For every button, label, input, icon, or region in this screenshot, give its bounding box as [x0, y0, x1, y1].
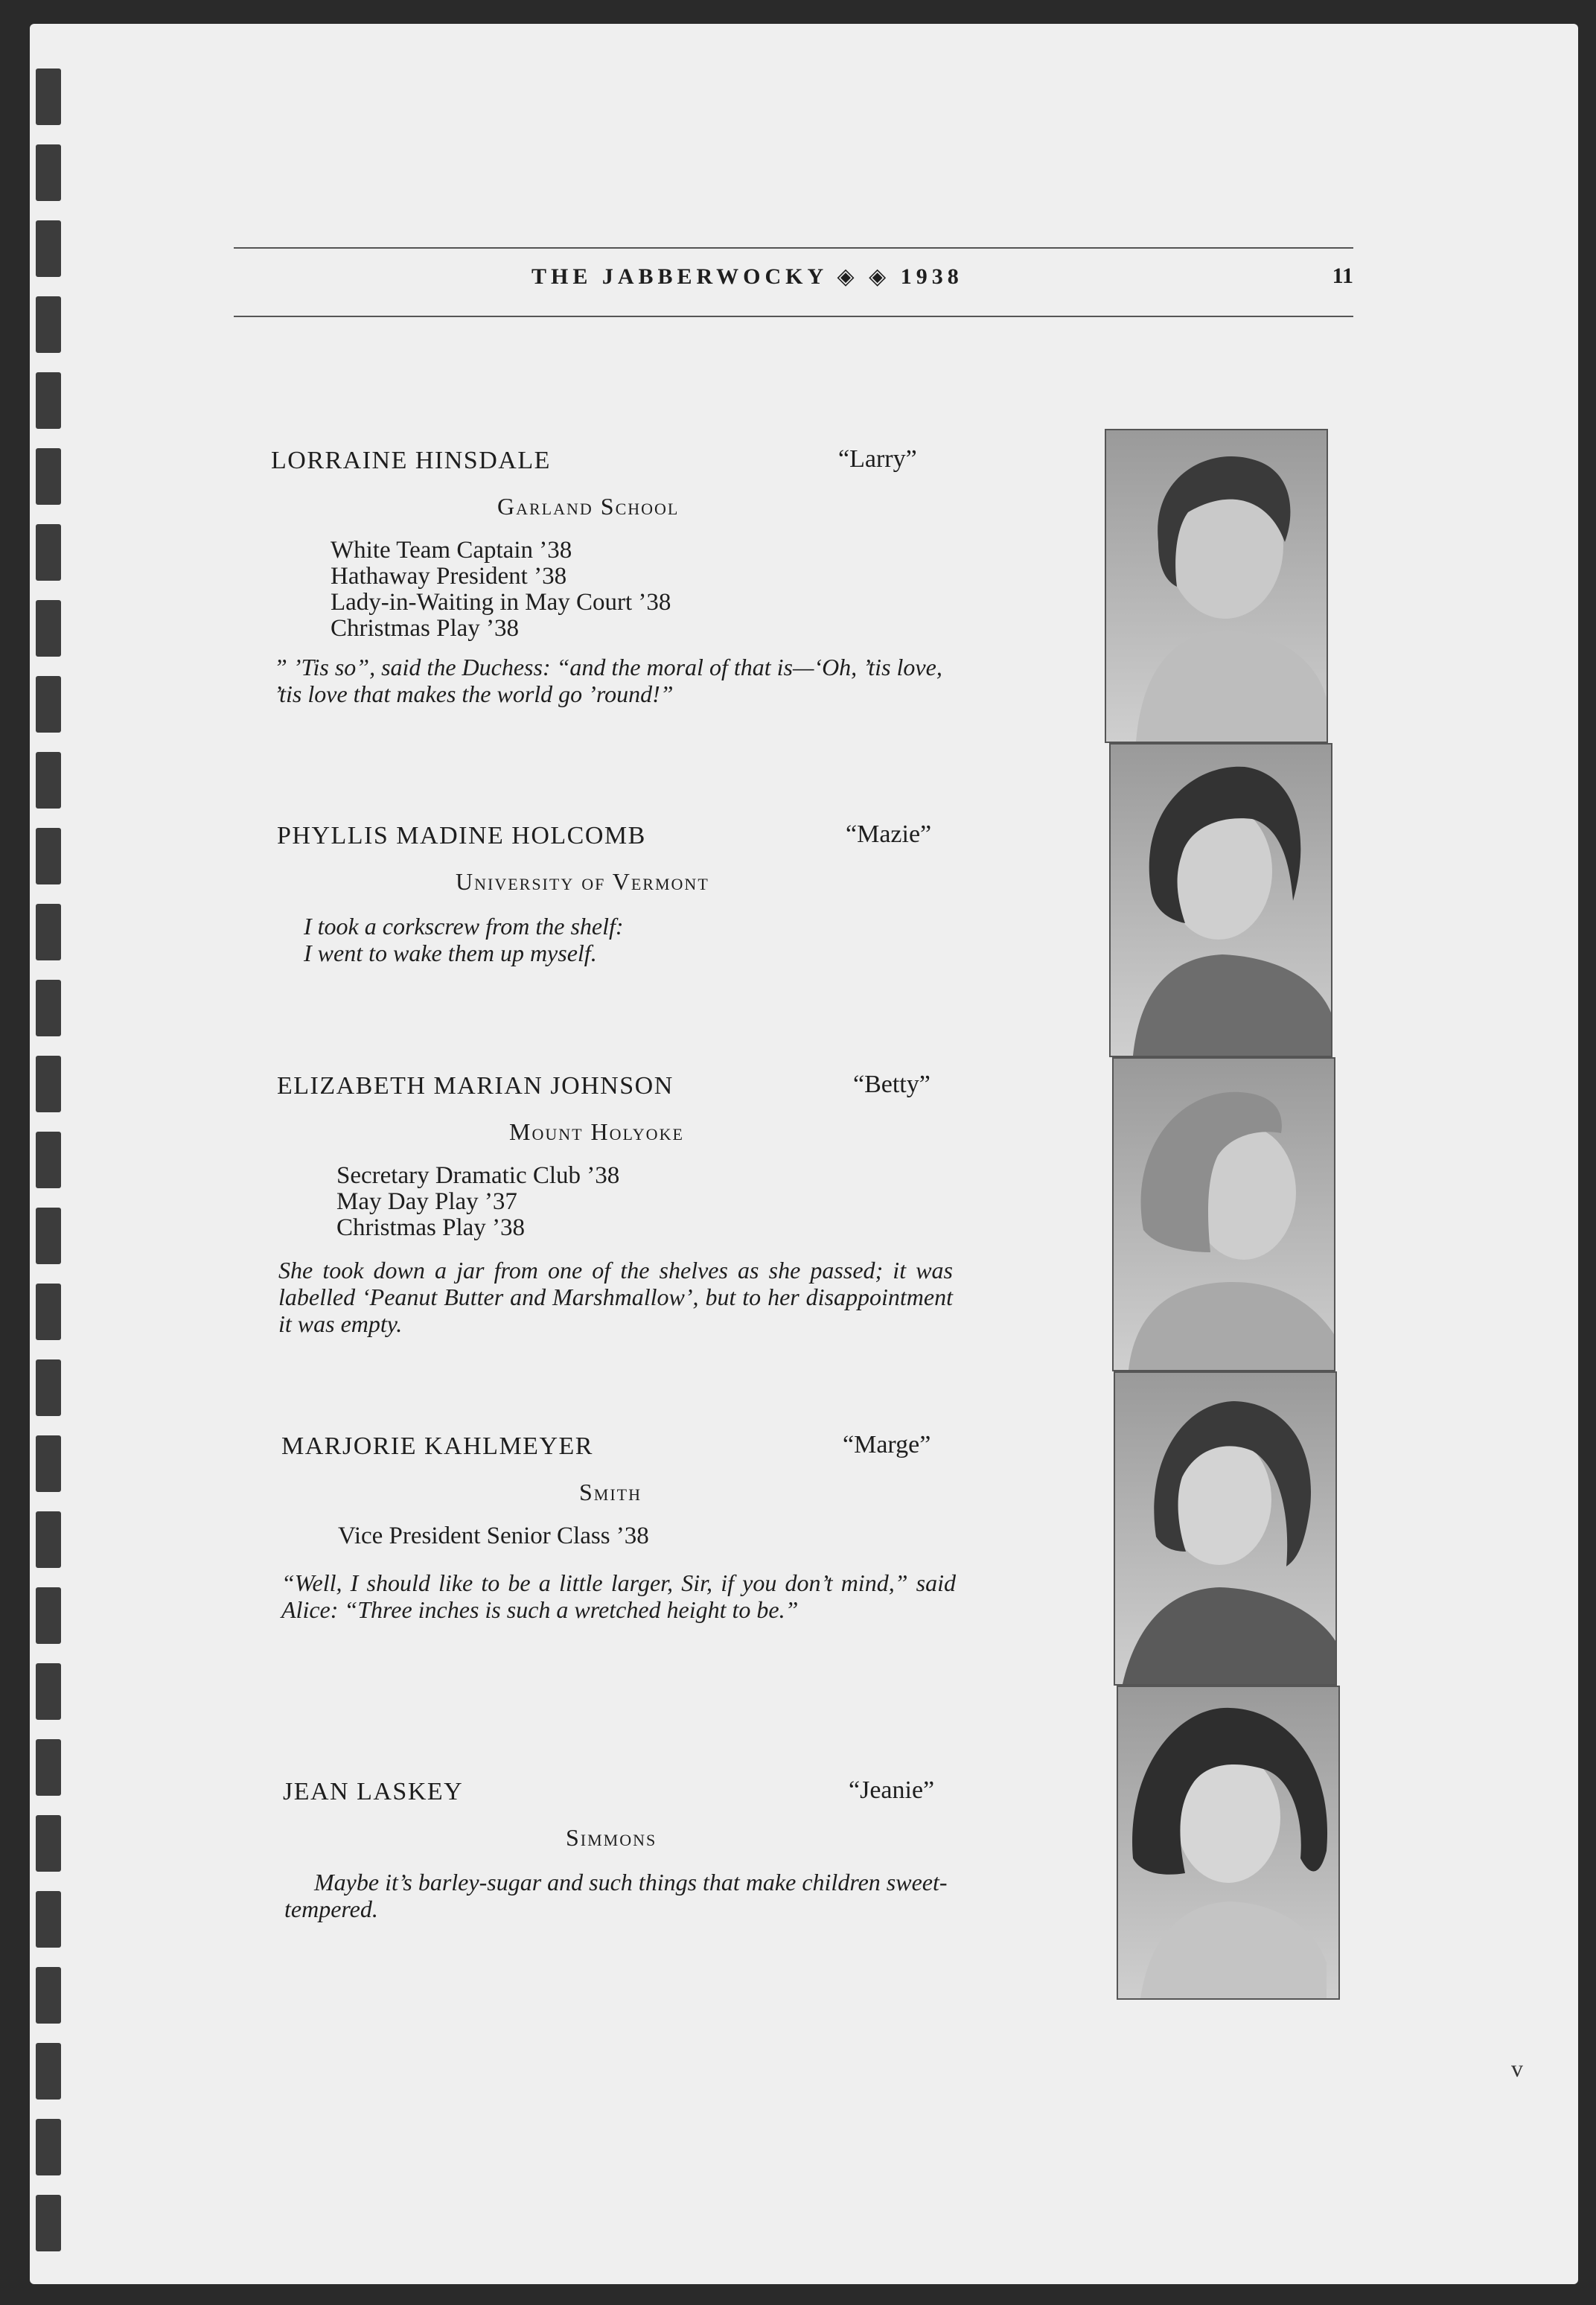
student-nickname: “Mazie” — [846, 820, 932, 848]
portrait-photo-kahlmeyer — [1114, 1371, 1337, 1686]
student-name: LORRAINE HINSDALE — [271, 447, 551, 474]
spiral-ring — [36, 1284, 61, 1340]
spiral-ring — [36, 2119, 61, 2175]
portrait-photo-holcomb — [1109, 743, 1332, 1057]
spiral-ring — [36, 904, 61, 960]
activity-item: May Day Play ’37 — [336, 1188, 517, 1215]
student-name: ELIZABETH MARIAN JOHNSON — [277, 1072, 674, 1100]
spiral-ring — [36, 1815, 61, 1872]
student-nickname: “Betty” — [853, 1071, 931, 1098]
portrait-photo-johnson — [1112, 1057, 1335, 1371]
spiral-ring — [36, 1359, 61, 1416]
spiral-ring — [36, 1056, 61, 1112]
activity-item: Lady-in-Waiting in May Court ’38 — [331, 589, 671, 616]
college-name: Smith — [579, 1479, 642, 1505]
student-nickname: “Larry” — [838, 445, 917, 473]
spiral-ring — [36, 2195, 61, 2251]
student-name: MARJORIE KAHLMEYER — [281, 1432, 593, 1460]
college-name: Mount Holyoke — [509, 1118, 684, 1145]
portrait-figure-icon — [1115, 1373, 1335, 1684]
spiral-ring — [36, 752, 61, 809]
college-name: Garland School — [497, 493, 680, 520]
spiral-ring — [36, 600, 61, 657]
senior-quote: ” ’Tis so”, said the Duchess: “and the moral of that is—‘Oh, ’tis love, ’tis love that makes the world go ’round!” — [274, 654, 942, 707]
spiral-ring — [36, 296, 61, 353]
activity-item: Christmas Play ’38 — [336, 1214, 525, 1241]
portrait-figure-icon — [1118, 1687, 1338, 1998]
student-name: JEAN LASKEY — [283, 1778, 464, 1805]
header-top-rule — [234, 247, 1353, 249]
spiral-ring — [36, 676, 61, 733]
spiral-ring — [36, 2043, 61, 2100]
activity-item: Vice President Senior Class ’38 — [338, 1523, 649, 1549]
spiral-ring — [36, 1511, 61, 1568]
activities-list — [336, 1163, 619, 1241]
spiral-ring — [36, 980, 61, 1036]
yearbook-page — [30, 24, 1578, 2284]
student-nickname: “Marge” — [843, 1431, 931, 1458]
spiral-ring — [36, 1739, 61, 1796]
spiral-ring — [36, 220, 61, 277]
spiral-ring — [36, 1208, 61, 1264]
senior-quote: I took a corkscrew from the shelf: I went to wake them up myself. — [304, 913, 624, 966]
activity-item: White Team Captain ’38 — [331, 537, 572, 564]
portrait-figure-icon — [1111, 745, 1331, 1056]
student-name: PHYLLIS MADINE HOLCOMB — [277, 822, 646, 849]
spiral-ring — [36, 448, 61, 505]
activities-list — [338, 1523, 649, 1549]
publication-title: THE JABBERWOCKY ◈ ◈ 1938 — [532, 264, 963, 289]
college-name: Simmons — [566, 1824, 657, 1851]
activity-item: Secretary Dramatic Club ’38 — [336, 1162, 620, 1189]
portrait-photo-laskey — [1117, 1686, 1340, 2000]
spiral-ring — [36, 1967, 61, 2024]
margin-mark: v — [1511, 2055, 1523, 2082]
spiral-ring — [36, 144, 61, 201]
spiral-ring — [36, 828, 61, 884]
header-bottom-rule — [234, 316, 1353, 317]
spiral-ring — [36, 524, 61, 581]
activity-item: Christmas Play ’38 — [331, 615, 519, 642]
spiral-ring — [36, 1132, 61, 1188]
page-number: 11 — [1332, 264, 1353, 288]
college-name: University of Vermont — [456, 868, 709, 895]
activity-item: Hathaway President ’38 — [331, 563, 567, 590]
spiral-ring — [36, 1891, 61, 1948]
senior-quote: Maybe it’s barley-sugar and such things that make children sweet-tempered. — [284, 1869, 948, 1922]
spiral-ring — [36, 1663, 61, 1720]
spiral-ring — [36, 1587, 61, 1644]
senior-quote: “Well, I should like to be a little larger, Sir, if you don’t mind,” said Alice: “Three inches is such a wretched height to be.” — [281, 1569, 956, 1623]
portrait-figure-icon — [1114, 1059, 1334, 1370]
spiral-ring — [36, 1435, 61, 1492]
spiral-binding — [30, 68, 74, 2272]
student-nickname: “Jeanie” — [849, 1776, 935, 1804]
spiral-ring — [36, 372, 61, 429]
spiral-ring — [36, 68, 61, 125]
portrait-photo-hinsdale — [1105, 429, 1328, 743]
page-header — [234, 264, 1353, 301]
activities-list — [331, 538, 671, 642]
senior-quote: She took down a jar from one of the shelves as she passed; it was labelled ‘Peanut Butter and Marshmallow’, but to her disappointment it was empty. — [278, 1257, 953, 1337]
portrait-figure-icon — [1106, 430, 1327, 742]
